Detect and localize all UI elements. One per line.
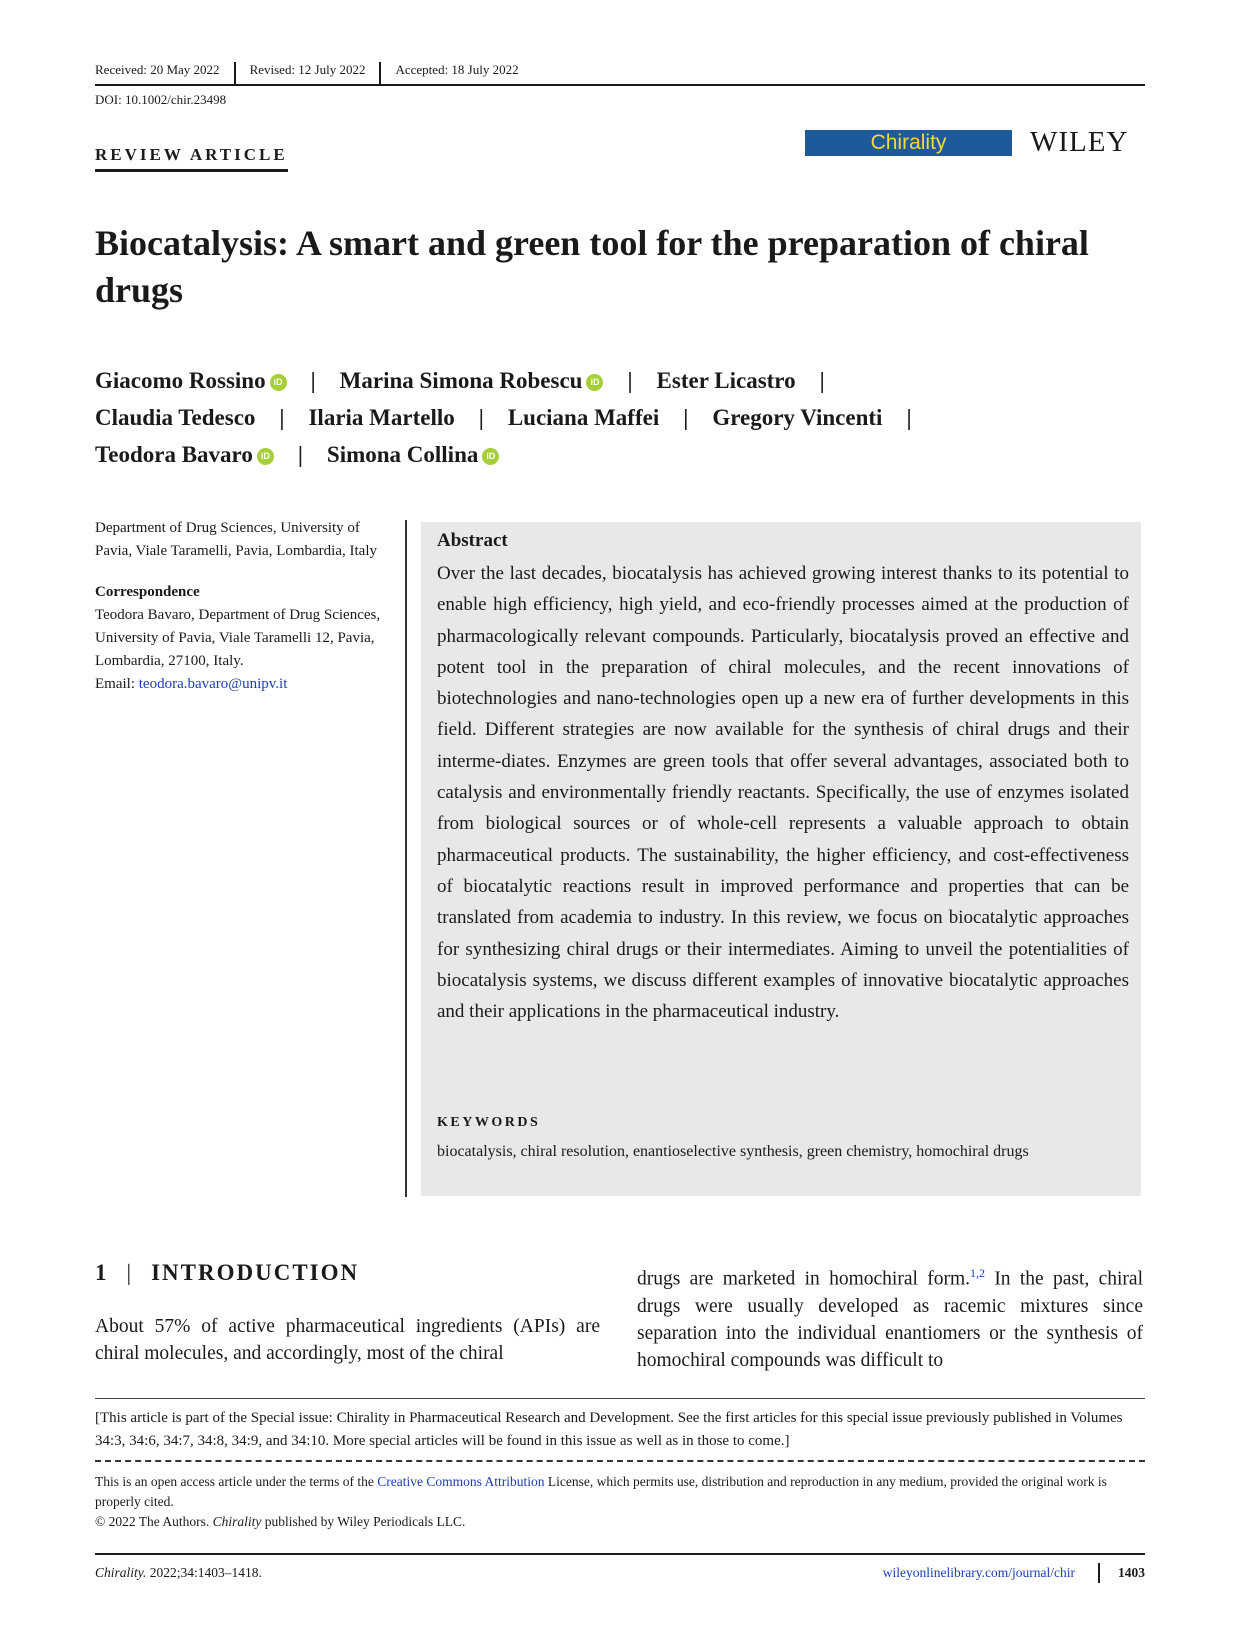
article-title: Biocatalysis: A smart and green tool for the preparation of chiral drugs bbox=[95, 223, 1089, 310]
keywords-heading: KEYWORDS bbox=[437, 1115, 541, 1130]
correspondence-heading: Correspondence bbox=[95, 584, 200, 600]
author-separator: | bbox=[279, 405, 285, 430]
author[interactable]: Simona Collina iD bbox=[327, 442, 499, 467]
affiliation: Department of Drug Sciences, University of Pavia, Viale Taramelli, Pavia, Lombardia, Italy bbox=[95, 520, 377, 559]
author-separator: | bbox=[310, 368, 316, 393]
journal-url[interactable]: wileyonlinelibrary.com/journal/chir bbox=[882, 1565, 1075, 1580]
author-separator: | bbox=[906, 405, 912, 430]
author-line bbox=[95, 399, 1155, 436]
author[interactable]: Ilaria Martello bbox=[308, 405, 455, 430]
author[interactable]: Gregory Vincenti bbox=[712, 405, 883, 430]
author-separator: | bbox=[297, 442, 303, 467]
author[interactable]: Marina Simona Robescu iD bbox=[340, 368, 604, 393]
journal-logo: Chirality bbox=[805, 130, 1012, 156]
body-text-left: About 57% of active pharmaceutical ingredients (APIs) are chiral molecules, and accordingly, most of the chiral bbox=[95, 1316, 600, 1364]
open-access-note: This is an open access article under the terms of the Creative Commons Attribution License, which permits use, distribution and reproduction in any medium, provided the original work is properly cited. © 2022 The Authors. Chirality published by Wiley Periodicals LLC. bbox=[95, 1460, 1145, 1532]
column-divider bbox=[405, 520, 407, 1197]
author[interactable]: Giacomo Rossino iD bbox=[95, 368, 287, 393]
section-heading: 1 | INTRODUCTION bbox=[95, 1260, 360, 1285]
section-title: INTRODUCTION bbox=[151, 1260, 360, 1285]
revised-date: Revised: 12 July 2022 bbox=[250, 62, 382, 84]
article-type: REVIEW ARTICLE bbox=[95, 145, 288, 172]
orcid-icon[interactable]: iD bbox=[586, 374, 603, 391]
keywords: biocatalysis, chiral resolution, enantioselective synthesis, green chemistry, homochiral drugs bbox=[437, 1143, 1029, 1160]
date-history bbox=[95, 62, 1145, 86]
page-number: 1403 bbox=[1098, 1563, 1145, 1583]
citation-link[interactable]: 1,2 bbox=[970, 1266, 985, 1280]
section-number: 1 bbox=[95, 1260, 109, 1285]
author-line bbox=[95, 362, 1155, 399]
abstract-text: Over the last decades, biocatalysis has achieved growing interest thanks to its potential to enable high efficiency, high yield, and eco-friendly processes aimed at the production of pharmacologically relevant compounds. Particularly, biocatalysis proved an effective and potent tool in the preparation of chiral molecules, and the recent innovations of biotechnologies and nano-technologies open up a new era of further developments in this field. Different strategies are now available for the synthesis of chiral drugs and their interme-diates. Enzymes are green tools that offer several advantages, associated both to catalysis and environmentally friendly reactants. Specifically, the use of enzymes isolated from biological sources or of whole-cell represents a valuable approach to obtain pharmaceutical products. The sustainability, the higher efficiency, and cost-effectiveness of biocatalytic reactions result in improved performance and properties that can be translated from academia to industry. In this review, we focus on biocatalytic approaches for synthesizing chiral drugs or their intermediates. Aiming to unveil the potentialities of biocatalysis systems, we discuss different examples of innovative biocatalytic approaches and their applications in the pharmaceutical industry. bbox=[437, 563, 1129, 1023]
orcid-icon[interactable]: iD bbox=[270, 374, 287, 391]
author[interactable]: Claudia Tedesco bbox=[95, 405, 256, 430]
author[interactable]: Ester Licastro bbox=[656, 368, 796, 393]
received-date: Received: 20 May 2022 bbox=[95, 62, 236, 84]
author-separator: | bbox=[478, 405, 484, 430]
author[interactable]: Teodora Bavaro iD bbox=[95, 442, 274, 467]
orcid-icon[interactable]: iD bbox=[482, 448, 499, 465]
author-separator: | bbox=[683, 405, 689, 430]
author-line bbox=[95, 436, 1155, 473]
accepted-date: Accepted: 18 July 2022 bbox=[395, 62, 519, 77]
email-link[interactable]: teodora.bavaro@unipv.it bbox=[138, 676, 288, 692]
affiliation-block bbox=[95, 517, 395, 696]
publisher-logo: WILEY bbox=[1030, 126, 1129, 158]
citation: Chirality. 2022;34:1403–1418. bbox=[95, 1565, 262, 1580]
correspondence-text: Teodora Bavaro, Department of Drug Sciences, University of Pavia, Viale Taramelli 12, Pavia, Lombardia, 27100, Italy. bbox=[95, 607, 381, 669]
orcid-icon[interactable]: iD bbox=[257, 448, 274, 465]
doi[interactable]: DOI: 10.1002/chir.23498 bbox=[95, 92, 227, 107]
abstract-heading: Abstract bbox=[437, 530, 508, 551]
special-issue-note: [This article is part of the Special issue: Chirality in Pharmaceutical Research and Development. See the first articles for this special issue previously published in Volumes 34:3, 34:6, 34:7, 34:8, 34:9, and 34:10. More special articles will be found in this issue as well as in those to come.] bbox=[95, 1398, 1145, 1453]
license-link[interactable]: Creative Commons Attribution bbox=[377, 1474, 545, 1489]
author[interactable]: Luciana Maffei bbox=[507, 405, 660, 430]
body-text-right: drugs are marketed in homochiral form.$^{1,2}$ In the past, chiral drugs were usually developed as racemic mixtures since separation into the individual enantiomers or the synthesis of homochiral compounds was difficult to bbox=[637, 1266, 1143, 1371]
page-footer bbox=[95, 1553, 1145, 1585]
author-separator: | bbox=[819, 368, 825, 393]
copyright: © 2022 The Authors. Chirality published by Wiley Periodicals LLC. bbox=[95, 1514, 466, 1529]
author-separator: | bbox=[627, 368, 633, 393]
email-line: Email: teodora.bavaro@unipv.it bbox=[95, 676, 288, 692]
author-list bbox=[95, 362, 1155, 473]
